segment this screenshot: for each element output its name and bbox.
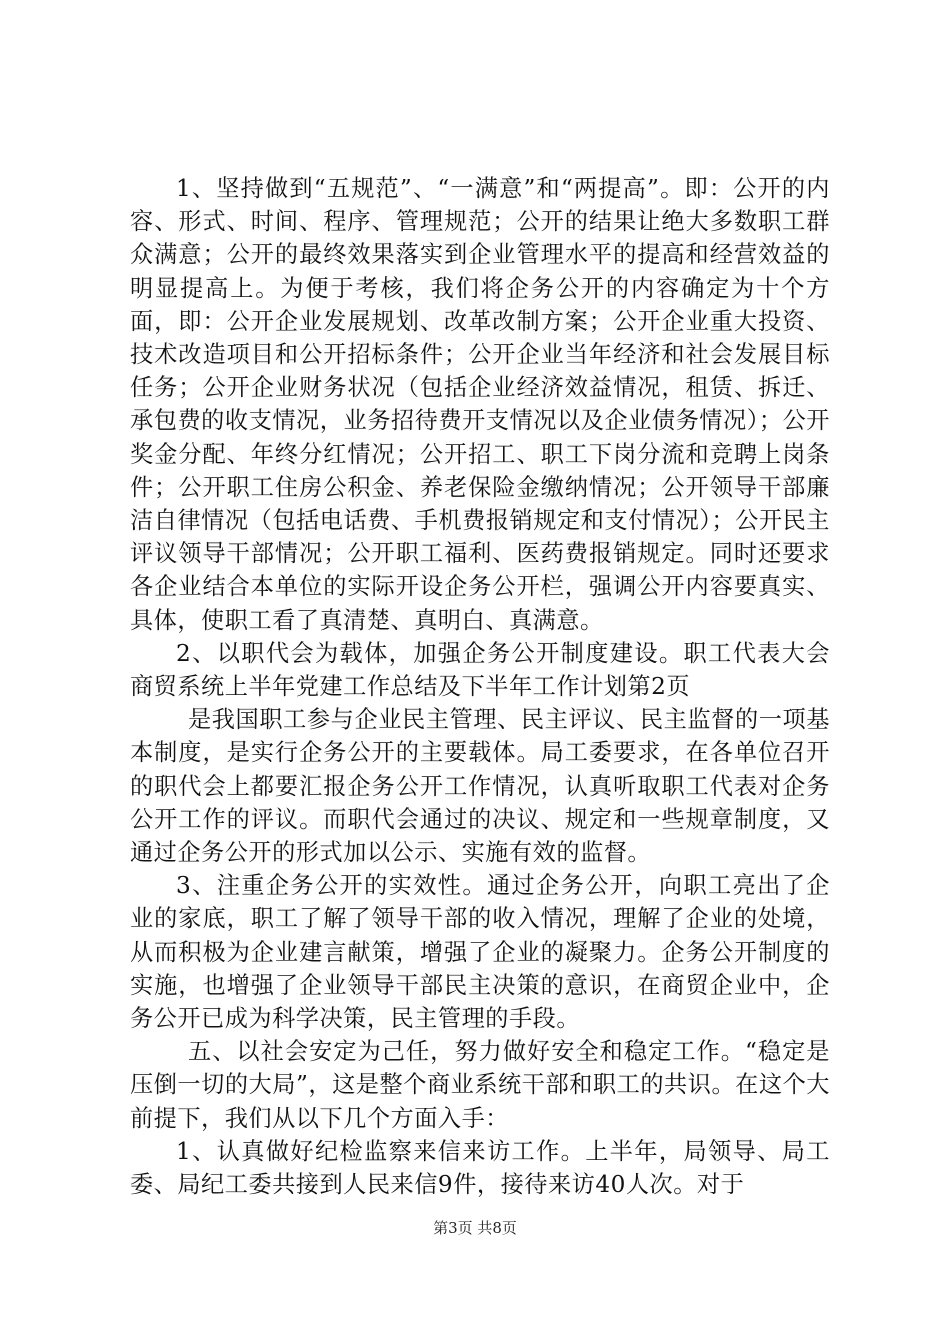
document-body [130,172,830,1201]
paragraph-disclosure-standards: 1、坚持做到“五规范”、“一满意”和“两提高”。即：公开的内容、形式、时间、程序、管理规范；公开的结果让绝大多数职工群众满意；公开的最终效果落实到企业管理水平的提高和经营效益的明显提高上。为便于考核，我们将企务公开的内容确定为十个方面，即：公开企业发展规划、改革改制方案；公开企业重大投资、技术改造项目和公开招标条件；公开企业当年经济和社会发展目标任务；公开企业财务状况（包括企业经济效益情况，租赁、拆迁、承包费的收支情况，业务招待费开支情况以及企业债务情况）；公开奖金分配、年终分红情况；公开招工、职工下岗分流和竞聘上岗条件；公开职工住房公积金、养老保险金缴纳情况；公开领导干部廉洁自律情况（包括电话费、手机费报销规定和支付情况）；公开民主评议领导干部情况；公开职工福利、医药费报销规定。同时还要求各企业结合本单位的实际开设企务公开栏，强调公开内容要真实、具体，使职工看了真清楚、真明白、真满意。 [130,175,830,634]
paragraph-workers-congress: 2、以职代会为载体，加强企务公开制度建设。职工代表大会商贸系统上半年党建工作总结及下半年工作计划第2页 [130,639,830,701]
paragraph-section-five: 五、以社会安定为己任，努力做好安全和稳定工作。“稳定是压倒一切的大局”，这是整个商业系统干部和职工的共识。在这个大前提下，我们从以下几个方面入手： [130,1038,830,1132]
paragraph-petition-work: 1、认真做好纪检监察来信来访工作。上半年，局领导、局工委、局纪工委共接到人民来信9件，接待来访40人次。对于 [130,1137,830,1199]
paragraph-effectiveness: 3、注重企务公开的实效性。通过企务公开，向职工亮出了企业的家底，职工了解了领导干部的收入情况，理解了企业的处境，从而积极为企业建言献策，增强了企业的凝聚力。企务公开制度的实施，也增强了企业领导干部民主决策的意识，在商贸企业中，企务公开已成为科学决策，民主管理的手段。 [130,872,830,1033]
page-number-footer: 第3页 共8页 [433,1219,517,1237]
paragraph-basic-system: 是我国职工参与企业民主管理、民主评议、民主监督的一项基本制度，是实行企务公开的主要载体。局工委要求，在各单位召开的职代会上都要汇报企务公开工作情况，认真听取职工代表对企务公开工作的评议。而职代会通过的决议、规定和一些规章制度，又通过企务公开的形式加以公示、实施有效的监督。 [130,706,830,867]
